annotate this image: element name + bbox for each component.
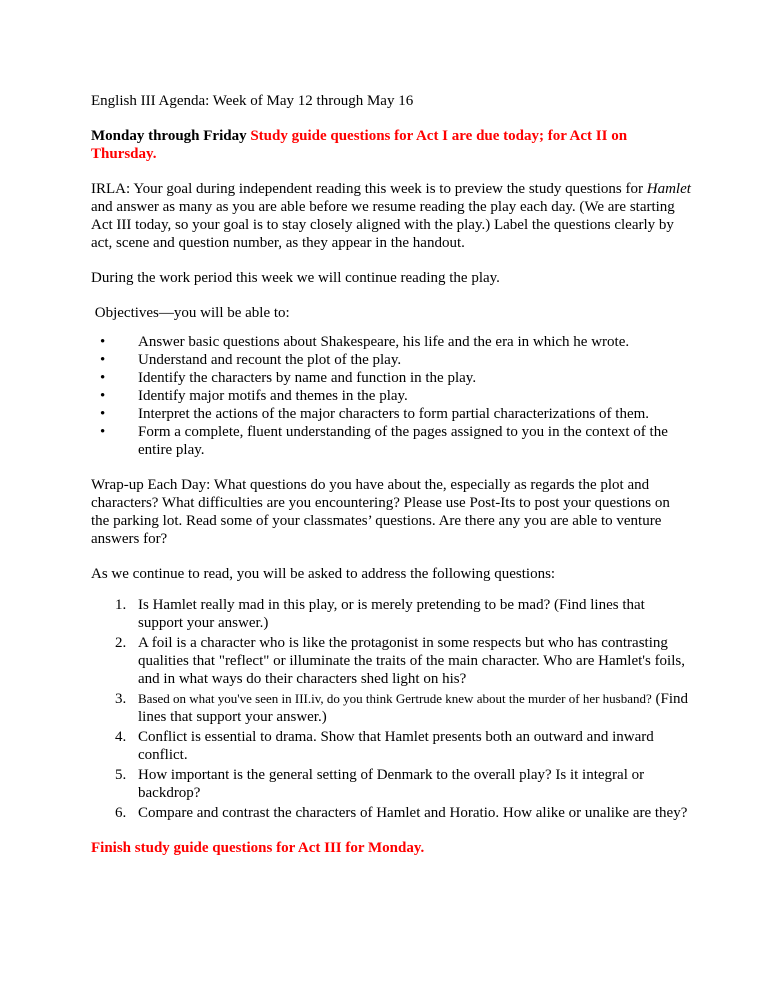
due-notice: Study guide questions for Act I are due today; for Act II on Thursday.: [91, 128, 628, 162]
list-item: • Interpret the actions of the major characters to form partial characterizations of them.: [138, 405, 691, 423]
question-number: 1.: [115, 597, 127, 613]
objectives-heading: Objectives—you will be able to:: [91, 305, 290, 321]
list-item: [115, 804, 691, 822]
list-item: • Understand and recount the plot of the play.: [138, 351, 691, 369]
list-item: • Form a complete, fluent understanding of the pages assigned to you in the context of the entire play.: [138, 423, 691, 459]
question-text: Conflict is essential to drama. Show that Hamlet presents both an outward and inward conflict.: [138, 729, 654, 763]
list-item: [115, 690, 691, 726]
question-number: 2.: [115, 635, 127, 651]
monday-notice: [91, 127, 691, 163]
list-item: [115, 766, 691, 802]
list-item: [115, 634, 691, 688]
list-item: [115, 596, 691, 632]
list-item: • Answer basic questions about Shakespeare, his life and the era in which he wrote.: [138, 333, 691, 351]
finish-notice-text: Finish study guide questions for Act III for Monday.: [91, 840, 425, 856]
question-number: 4.: [115, 729, 127, 745]
list-item: • Identify the characters by name and function in the play.: [138, 369, 691, 387]
agenda-title: English III Agenda: Week of May 12 through May 16: [91, 93, 414, 109]
objectives-list: [91, 333, 691, 459]
question-text: How important is the general setting of Denmark to the overall play? Is it integral or backdrop?: [138, 767, 645, 801]
irla-rest: and answer as many as you are able before we resume reading the play each day. (We are starting Act III today, so your goal is to stay closely aligned with the play.) Label the questions clearly by act, scene and question number, as they appear in the handout.: [91, 199, 675, 251]
work-period-paragraph: During the work period this week we will continue reading the play.: [91, 270, 500, 286]
list-item: • Identify major motifs and themes in the play.: [138, 387, 691, 405]
question-text: Compare and contrast the characters of Hamlet and Horatio. How alike or unalike are they?: [138, 805, 688, 821]
question-text: A foil is a character who is like the protagonist in some respects but who has contrasting qualities that "reflect" or illuminate the traits of the main character. Who are Hamlet's foils, and in what ways do their characters shed light on his?: [138, 635, 685, 687]
questions-list: [91, 596, 691, 822]
monday-label: Monday through Friday: [91, 128, 247, 144]
question-number: 5.: [115, 767, 127, 783]
finish-notice: [91, 839, 691, 857]
play-title: Hamlet: [646, 181, 691, 197]
document-body: [91, 92, 691, 874]
irla-intro: IRLA: Your goal during independent reading this week is to preview the study questions for: [91, 181, 647, 197]
question-number: 6.: [115, 805, 127, 821]
question-number: 3.: [115, 691, 127, 707]
question-text-small: Based on what you've seen in III.iv, do you think Gertrude knew about the murder of her husband?: [138, 691, 652, 706]
wrap-up-paragraph: Wrap-up Each Day: What questions do you have about the, especially as regards the plot and characters? What difficulties are you encountering? Please use Post-Its to post your questions on the parking lot. Read some of your classmates’ questions. Are there any you are able to venture answers for?: [91, 477, 670, 547]
question-text: (Find lines that support your answer.): [138, 691, 689, 725]
list-item: [115, 728, 691, 764]
questions-intro: As we continue to read, you will be asked to address the following questions:: [91, 566, 556, 582]
irla-paragraph: [91, 180, 691, 252]
question-text: Is Hamlet really mad in this play, or is merely pretending to be mad? (Find lines that support your answer.): [138, 597, 645, 631]
